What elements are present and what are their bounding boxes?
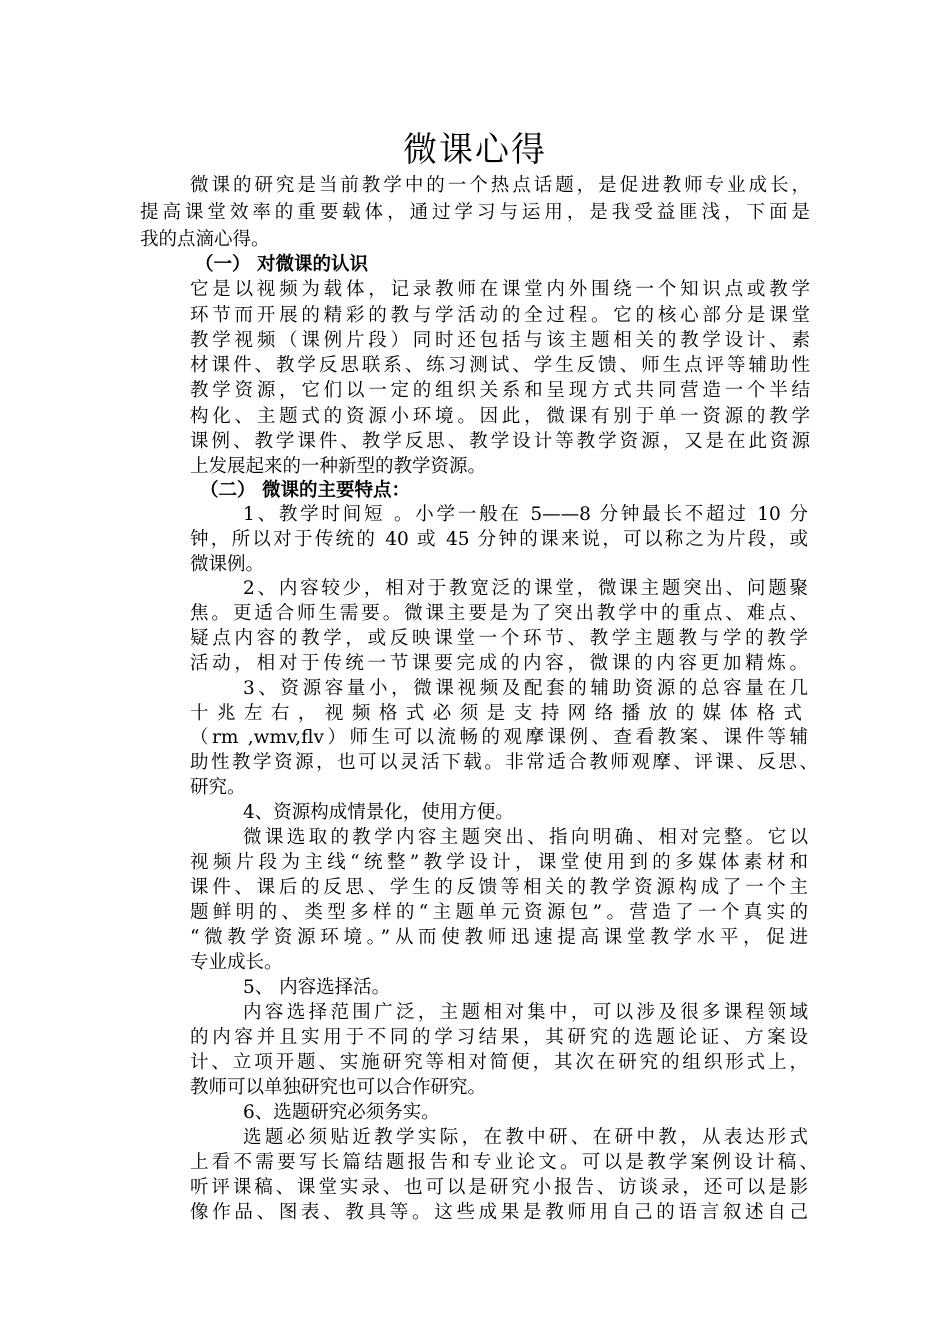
paragraph-line: 2、内容较少，相对于教宽泛的课堂，微课主题突出、问题聚: [243, 578, 808, 599]
paragraph-line: 上发展起来的一种新型的教学资源。: [190, 456, 487, 477]
paragraph-line: 它是以视频为载体，记录教师在课堂内外围绕一个知识点或教学: [190, 279, 810, 300]
section-heading: （一） 对微课的认识: [195, 254, 368, 275]
document-title: 微课心得: [403, 130, 547, 170]
paragraph-line: 环节而开展的精彩的教与学活动的全过程。它的核心部分是课堂: [190, 305, 810, 326]
paragraph-line: 计、立项开题、实施研究等相对简便，其次在研究的组织形式上，: [190, 1052, 808, 1073]
paragraph-line: 教学资源，它们以一定的组织关系和呈现方式共同营造一个半结: [190, 380, 810, 401]
paragraph-line: 提高课堂效率的重要载体，通过学习与运用，是我受益匪浅，下面是: [140, 202, 810, 223]
paragraph-line: 3、资源容量小，微课视频及配套的辅助资源的总容量在几: [243, 678, 808, 699]
paragraph-line: 我的点滴心得。: [140, 229, 270, 250]
paragraph-line: 1、教学时间短 。小学一般在 5——8 分钟最长不超过 10 分: [243, 504, 808, 525]
paragraph-line: 专业成长。: [190, 952, 283, 973]
paragraph-line: 的内容并且实用于不同的学习结果，其研究的选题论证、方案设: [190, 1027, 808, 1048]
paragraph-line: 5、 内容选择活。: [243, 977, 391, 998]
paragraph-line: 题鲜明的、类型多样的“主题单元资源包”。营造了一个真实的: [190, 902, 808, 923]
paragraph-line: 教师可以单独研究也可以合作研究。: [190, 1077, 487, 1098]
paragraph-line: （rm ,wmv,flv）师生可以流畅的观摩课例、查看教案、课件等辅: [190, 727, 808, 748]
paragraph-line: 内容选择范围广泛，主题相对集中，可以涉及很多课程领域: [243, 1002, 808, 1023]
paragraph-line: 十 兆 左 右 ， 视 频 格 式 必 须 是 支 持 网 络 播 放 的 媒 体 格 式: [190, 703, 802, 724]
paragraph-line: 选题必须贴近教学实际，在教中研、在研中教，从表达形式: [243, 1127, 808, 1148]
paragraph-line: 课例、教学课件、教学反思、教学设计等教学资源，又是在此资源: [190, 431, 810, 452]
paragraph-line: 焦。更适合师生需要。微课主要是为了突出教学中的重点、难点、: [190, 603, 808, 624]
paragraph-line: 微课的研究是当前教学中的一个热点话题，是促进教师专业成长，: [190, 175, 810, 196]
paragraph-line: 6、选题研究必须务实。: [243, 1102, 440, 1123]
paragraph-line: 疑点内容的教学，或反映课堂一个环节、教学主题教与学的教学: [190, 628, 808, 649]
paragraph-line: 听评课稿、课堂实录、也可以是研究小报告、访谈录，还可以是影: [190, 1177, 808, 1198]
paragraph-line: 课件、课后的反思、学生的反馈等相关的教学资源构成了一个主: [190, 877, 808, 898]
paragraph-line: 4、资源构成情景化，使用方便。: [243, 802, 514, 823]
paragraph-line: 微课例。: [190, 554, 265, 575]
section-heading: （二） 微课的主要特点：: [200, 480, 410, 501]
paragraph-line: 上看不需要写长篇结题报告和专业论文。可以是教学案例设计稿、: [190, 1152, 818, 1173]
paragraph-line: 活动，相对于传统一节课要完成的内容，微课的内容更加精炼。: [190, 653, 808, 674]
paragraph-line: 构化、主题式的资源小环境。因此，微课有别于单一资源的教学: [190, 406, 810, 427]
paragraph-line: 像作品、图表、教具等。这些成果是教师用自己的语言叙述自己: [190, 1202, 808, 1223]
paragraph-line: 教学视频（课例片段）同时还包括与该主题相关的教学设计、素: [190, 330, 810, 351]
paragraph-line: 助性教学资源，也可以灵活下载。非常适合教师观摩、评课、反思、: [190, 752, 818, 773]
paragraph-line: 材课件、教学反思联系、练习测试、学生反馈、师生点评等辅助性: [190, 355, 810, 376]
paragraph-line: “微教学资源环境。”从而使教师迅速提高课堂教学水平，促进: [190, 927, 808, 948]
paragraph-line: 研究。: [190, 777, 246, 798]
paragraph-line: 钟，所以对于传统的 40 或 45 分钟的课来说，可以称之为片段，或: [190, 529, 808, 550]
paragraph-line: 视频片段为主线“统整”教学设计，课堂使用到的多媒体素材和: [190, 852, 808, 873]
paragraph-line: 微课选取的教学内容主题突出、指向明确、相对完整。它以: [243, 827, 808, 848]
